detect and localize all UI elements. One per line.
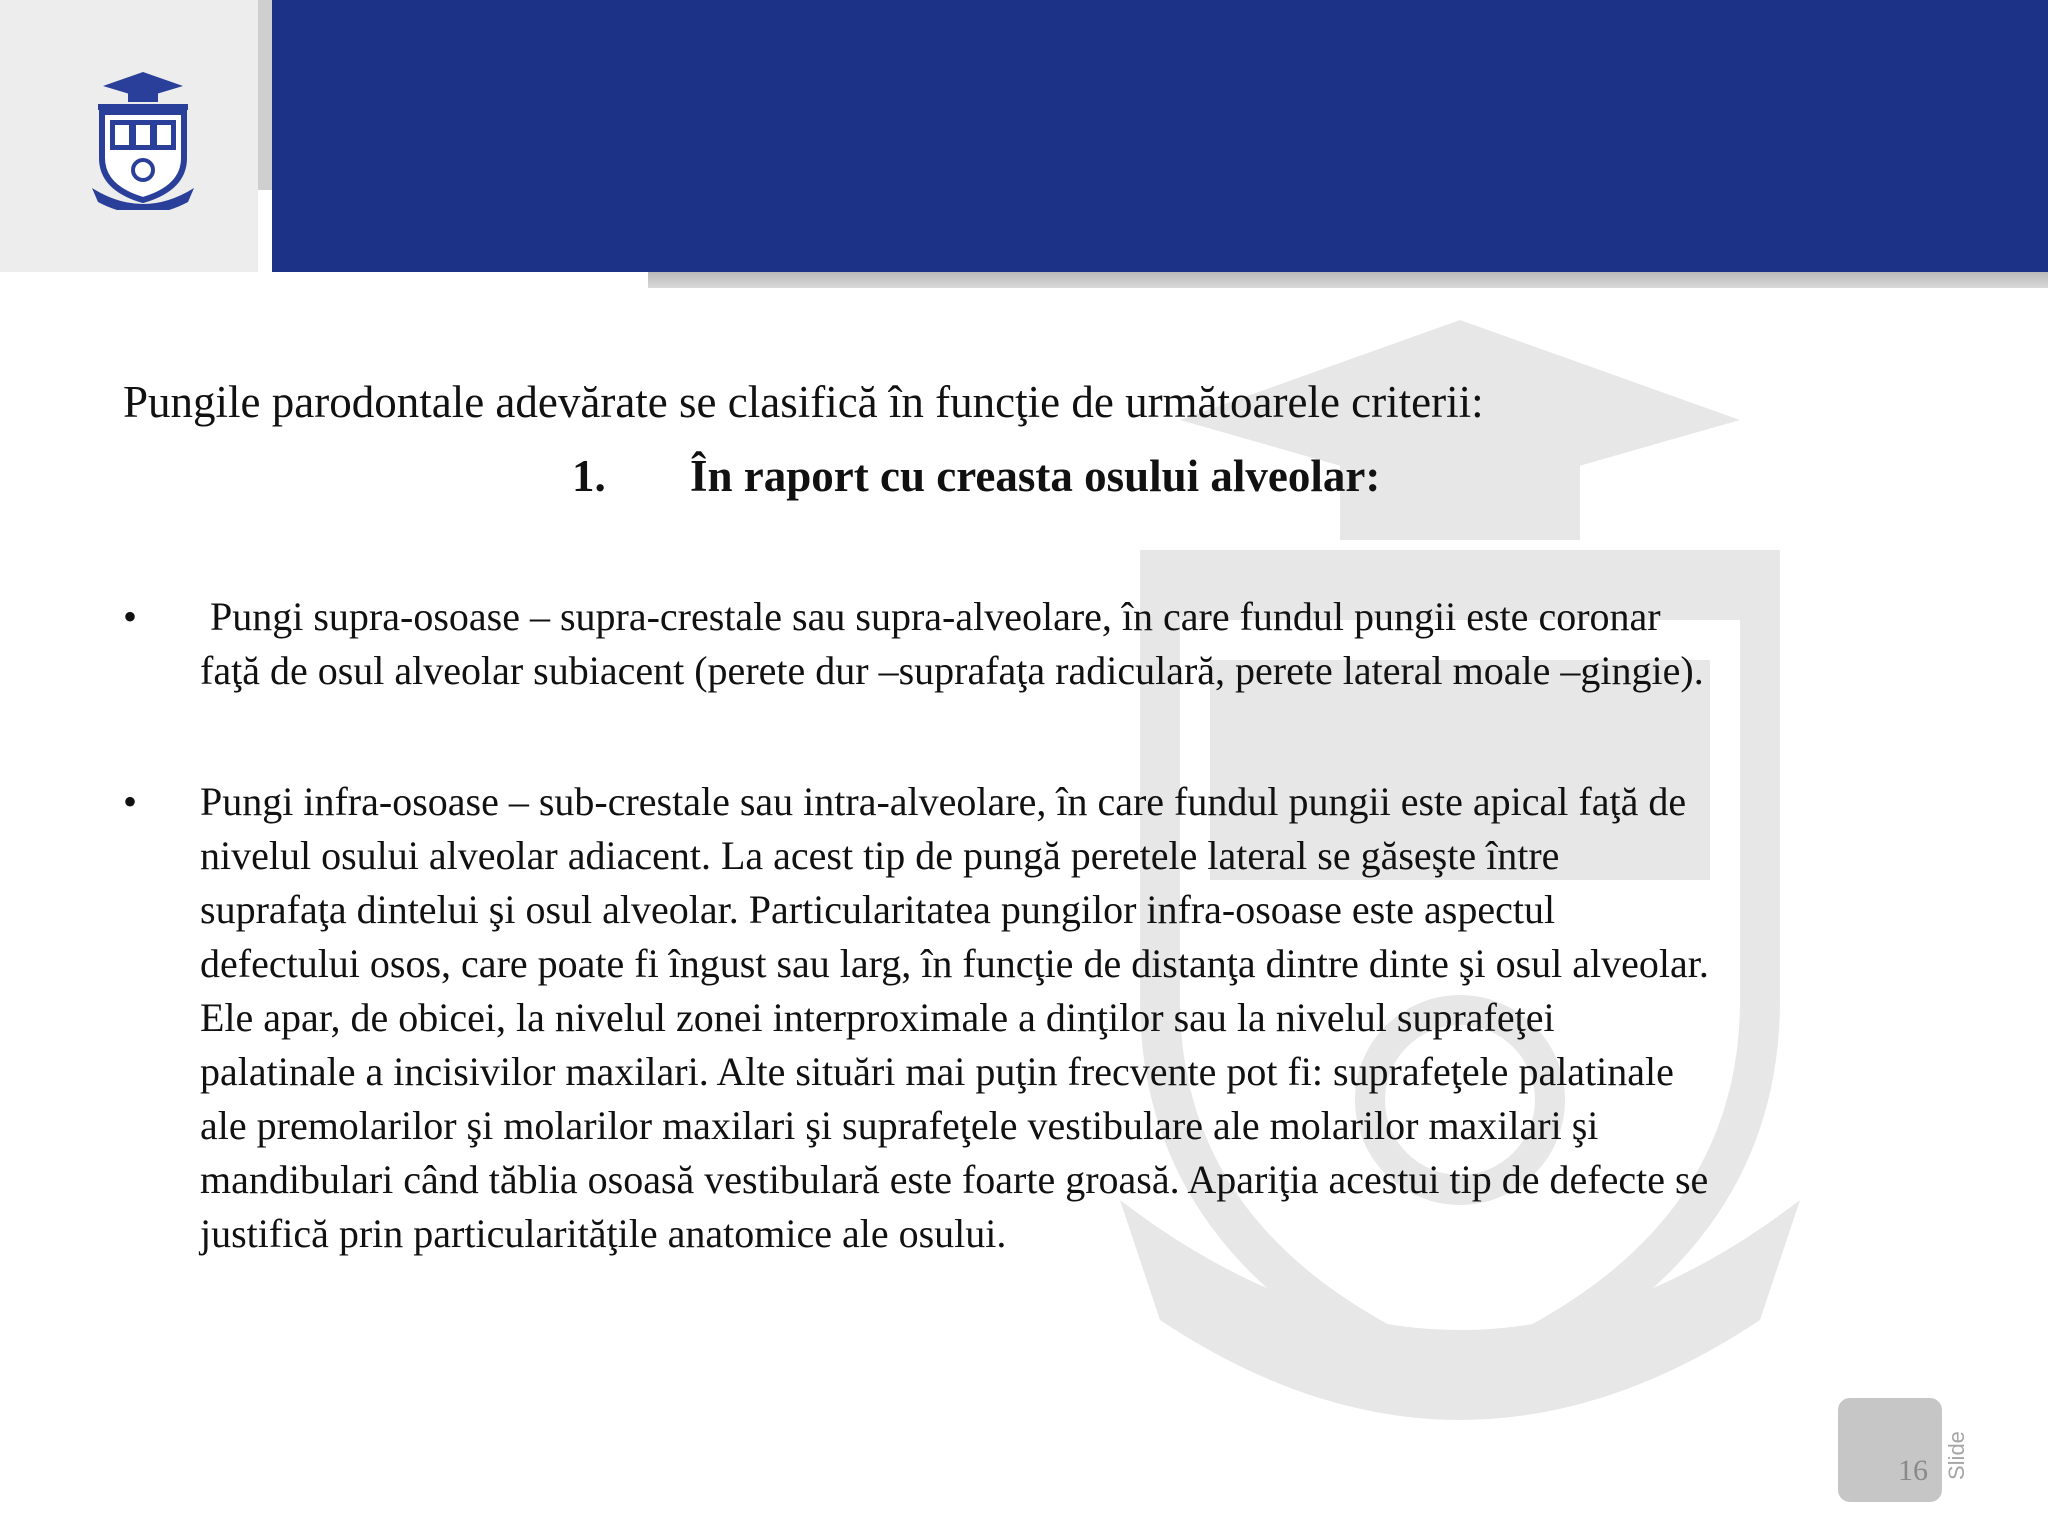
bullet-line: ale premolarilor şi molarilor maxilari şi suprafeţele vestibulare ale molarilor maxilari şi <box>200 1103 1599 1148</box>
bullet-line: Pungi infra-osoase – sub-crestale sau intra-alveolare, în care fundul pungii este apical faţă de <box>200 779 1687 824</box>
bullet-line: nivelul osului alveolar adiacent. La acest tip de pungă peretele lateral se găseşte între <box>200 833 1560 878</box>
bullet-line: defectului osos, care poate fi îngust sau larg, în funcţie de distanţa dintre dinte şi osul alveolar. <box>200 941 1709 986</box>
heading-text: În raport cu creasta osului alveolar: <box>690 451 1381 501</box>
logo-panel-shadow <box>258 0 272 190</box>
bullet-line: palatinale a incisivilor maxilari. Alte situări mai puţin frecvente pot fi: suprafeţele palatinale <box>200 1049 1674 1094</box>
bullet-infra-osoase <box>123 775 1943 1261</box>
intro-text: Pungile parodontale adevărate se clasifică în funcţie de următoarele criterii: <box>123 377 1484 427</box>
bullet-dot: • <box>123 594 138 639</box>
bullet-line: suprafaţa dintelui şi osul alveolar. Particularitatea pungilor infra-osoase este aspectul <box>200 887 1556 932</box>
bullet-line: justifică prin particularităţile anatomice ale osului. <box>200 1211 1007 1256</box>
slide-number-box <box>1838 1398 1942 1502</box>
bullet-line: Ele apar, de obicei, la nivelul zonei interproximale a dinţilor sau la nivelul suprafeţei <box>200 995 1555 1040</box>
heading-number: 1. <box>572 451 606 501</box>
bullet-line: Pungi supra-osoase – supra-crestale sau supra-alveolare, în care fundul pungii este coronar <box>200 594 1661 639</box>
bullet-line: mandibulari când tăblia osoasă vestibulară este foarte groasă. Apariţia acestui tip de defecte se <box>200 1157 1709 1202</box>
bullet-line: faţă de osul alveolar subiacent (perete dur –suprafaţa radiculară, perete lateral moale –gingie). <box>200 648 1704 693</box>
slide-number: 16 <box>1898 1454 1928 1487</box>
header-band <box>272 0 2048 272</box>
bullet-dot: • <box>123 779 138 824</box>
slide-label: Slide <box>1944 1431 1969 1480</box>
university-crest-icon <box>88 70 198 210</box>
bullet-supra-osoase <box>123 590 1943 698</box>
header-shadow <box>648 272 2048 288</box>
section-heading <box>572 446 1972 506</box>
